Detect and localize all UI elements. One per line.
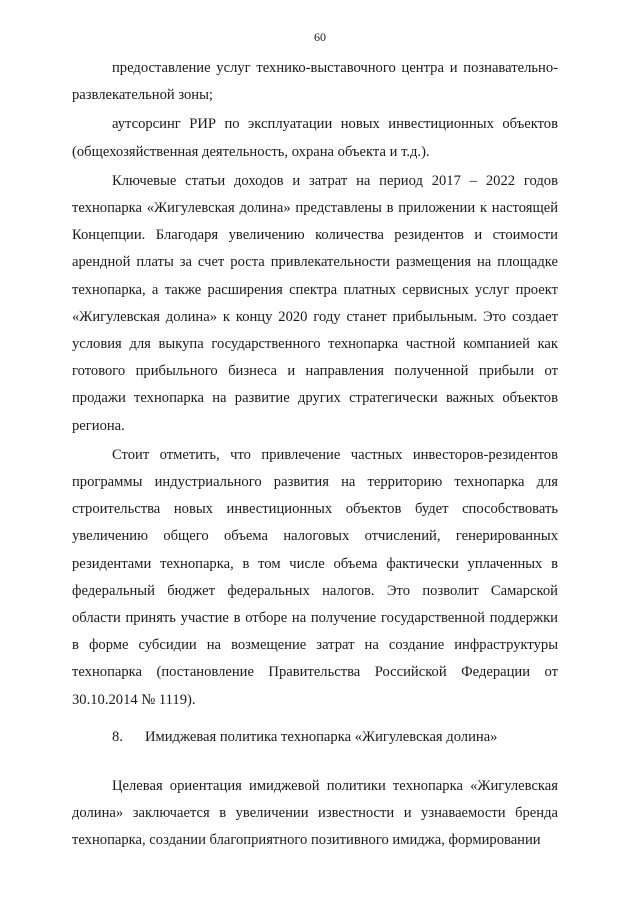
section-number: 8. [112,728,123,745]
section-title: Имиджевая политика технопарка «Жигулевская долина» [144,728,498,745]
section-heading [72,724,558,751]
paragraph-outsourcing: аутсорсинг РИР по эксплуатации новых инвестиционных объектов (общехозяйственная деятельность, охрана объекта и т.д.). [72,116,558,160]
paragraph-revenue: Ключевые статьи доходов и затрат на период 2017 – 2022 годов технопарка «Жигулевская долина» представлены в приложении к настоящей Концепции. Благодаря увеличению количества резидентов и стоимости арендной платы за счет роста привлекательности размещения на площадке технопарка, а также расширения спектра платных сервисных услуг проект «Жигулевская долина» к концу 2020 году станет прибыльным. Это создает условия для выкупа государственного технопарка частной компанией как готового прибыльного бизнеса и направления полученной прибыли от продажи технопарка на развитие других стратегически важных объектов региона. [72,172,558,434]
paragraph-investors: Стоит отметить, что привлечение частных инвесторов-резидентов программы индустриального развития на территорию технопарка для строительства новых инвестиционных объектов будет способствовать увеличению общего объема налоговых отчислений, генерированных резидентами технопарка, в том числе объема фактически уплаченных в федеральный бюджет федеральных налогов. Это позволит Самарской области принять участие в отборе на получение государственной поддержки в форме субсидии на возмещение затрат на создание инфраструктуры технопарка (постановление Правительства Российской Федерации от 30.10.2014 № 1119). [72,446,558,708]
paragraph-image-policy: Целевая ориентация имиджевой политики технопарка «Жигулевская долина» заключается в увеличении известности и узнаваемости бренда технопарка, создании благоприятного позитивного имиджа, формировании [72,778,558,849]
document-body [72,55,558,855]
paragraph-services: предоставление услуг технико-выставочного центра и познавательно-развлекательной зоны; [72,60,558,104]
page-number: 60 [314,30,326,44]
